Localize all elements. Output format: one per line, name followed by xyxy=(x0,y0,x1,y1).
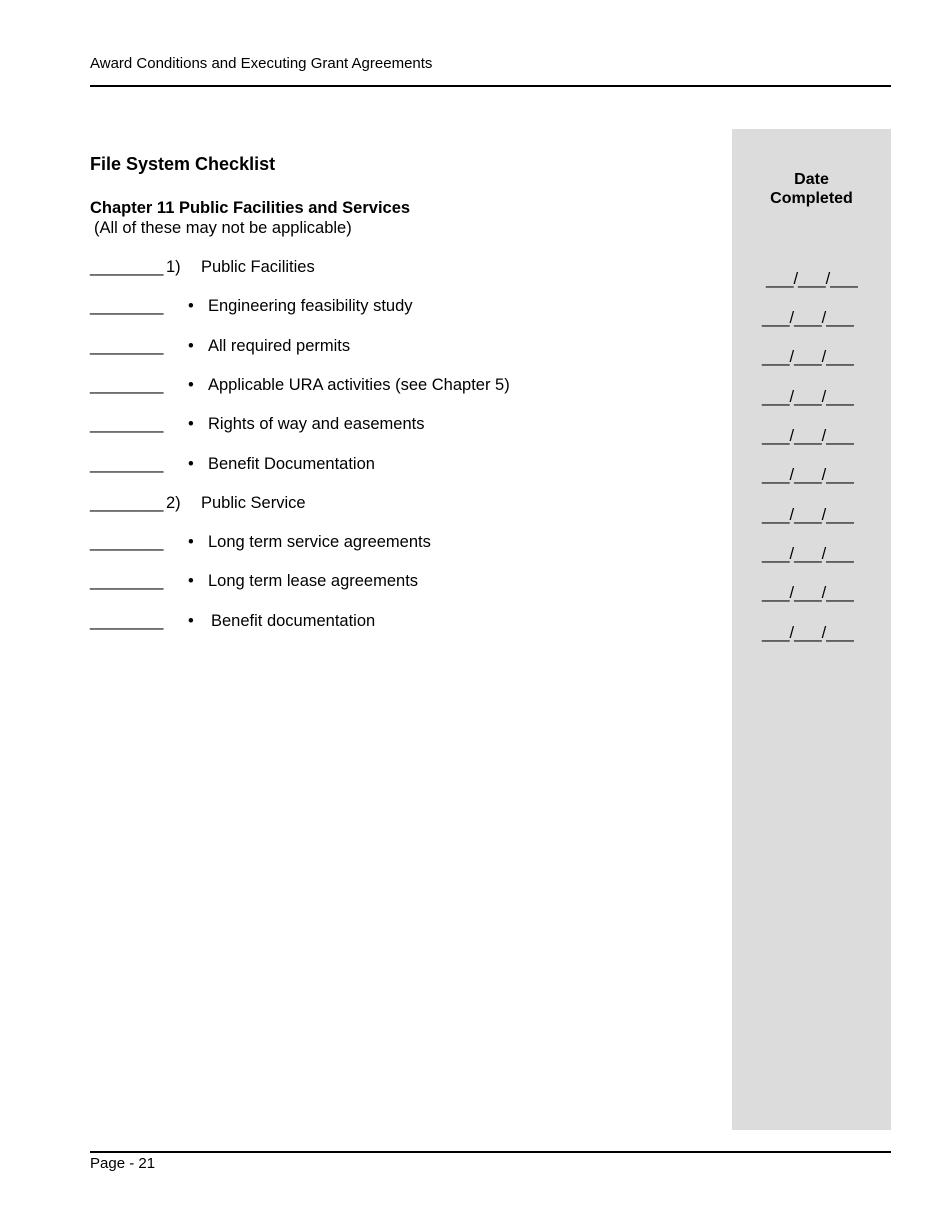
date-completed-blank[interactable]: ___/___/___ xyxy=(762,466,854,484)
checklist-item-label: Long term service agreements xyxy=(208,533,431,551)
date-completed-blank[interactable]: ___/___/___ xyxy=(762,584,854,602)
checklist-item-label: Public Facilities xyxy=(201,258,315,276)
checklist-item-label: Engineering feasibility study xyxy=(208,297,413,315)
checklist-item-label: Benefit documentation xyxy=(211,612,376,630)
checklist-item-label: Benefit Documentation xyxy=(208,455,375,473)
checkbox-blank-line[interactable]: ________ xyxy=(90,297,164,315)
checkbox-blank-line[interactable]: ________ xyxy=(90,612,164,630)
date-completed-blank[interactable]: ___/___/___ xyxy=(762,427,854,445)
bullet-icon: • xyxy=(188,533,194,551)
running-header: Award Conditions and Executing Grant Agreements xyxy=(90,55,433,72)
date-completed-blank[interactable]: ___/___/___ xyxy=(762,348,854,366)
checklist-item-label: All required permits xyxy=(208,337,351,355)
checkbox-blank-line[interactable]: ________ xyxy=(90,455,164,473)
bullet-icon: • xyxy=(188,572,194,590)
item-number: 1) xyxy=(166,258,181,276)
date-completed-blank[interactable]: ___/___/___ xyxy=(762,388,854,406)
page-number: Page - 21 xyxy=(90,1155,156,1172)
date-completed-blank[interactable]: ___/___/___ xyxy=(762,624,854,642)
checkbox-blank-line[interactable]: ________ xyxy=(90,572,164,590)
checkbox-blank-line[interactable]: ________ xyxy=(90,494,164,512)
checkbox-blank-line[interactable]: ________ xyxy=(90,533,164,551)
checkbox-blank-line[interactable]: ________ xyxy=(90,337,164,355)
bullet-icon: • xyxy=(188,455,194,473)
date-completed-blank[interactable]: ___/___/___ xyxy=(762,309,854,327)
bullet-icon: • xyxy=(188,612,194,630)
checkbox-blank-line[interactable]: ________ xyxy=(90,376,164,394)
date-completed-blank[interactable]: ___/___/___ xyxy=(762,506,854,524)
checkbox-blank-line[interactable]: ________ xyxy=(90,258,164,276)
bullet-icon: • xyxy=(188,415,194,433)
date-completed-header xyxy=(732,170,891,208)
date-completed-blank[interactable]: ___/___/___ xyxy=(766,270,858,288)
bullet-icon: • xyxy=(188,337,194,355)
chapter-heading: Chapter 11 Public Facilities and Services xyxy=(90,199,411,217)
date-completed-blank[interactable]: ___/___/___ xyxy=(762,545,854,563)
checklist-item-label: Applicable URA activities (see Chapter 5) xyxy=(208,376,510,394)
footer-rule xyxy=(90,1151,891,1153)
date-header-line-2: Completed xyxy=(770,190,853,207)
applicability-note: (All of these may not be applicable) xyxy=(94,219,352,237)
date-header-line-1: Date xyxy=(794,171,829,188)
bullet-icon: • xyxy=(188,376,194,394)
checklist-item-label: Rights of way and easements xyxy=(208,415,425,433)
bullet-icon: • xyxy=(188,297,194,315)
checkbox-blank-line[interactable]: ________ xyxy=(90,415,164,433)
checklist-title: File System Checklist xyxy=(90,154,276,174)
item-number: 2) xyxy=(166,494,181,512)
checklist-item-label: Long term lease agreements xyxy=(208,572,419,590)
header-rule xyxy=(90,85,891,87)
checklist-item-label: Public Service xyxy=(201,494,306,512)
